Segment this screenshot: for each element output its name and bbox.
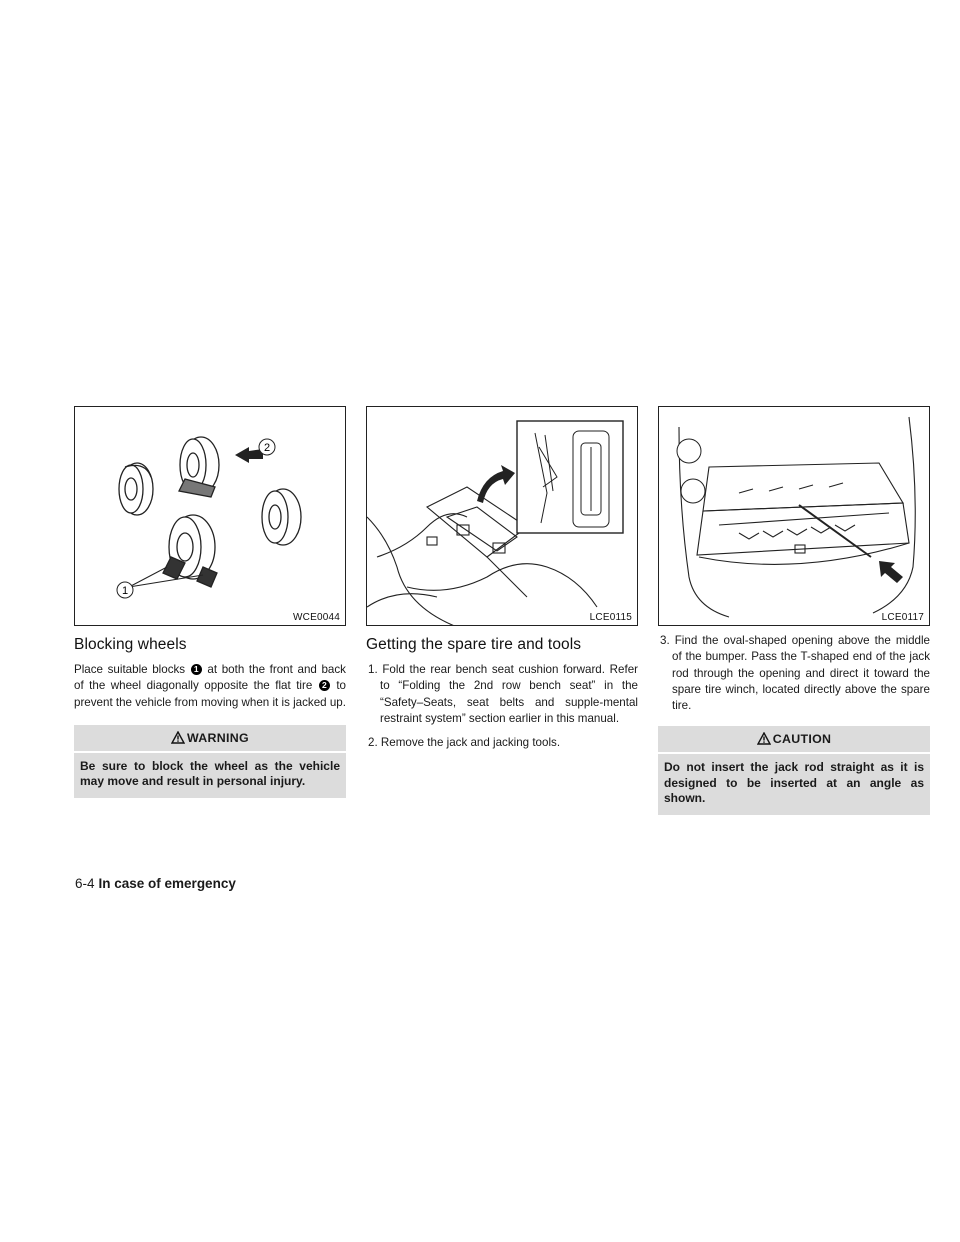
blocking-wheels-illustration — [75, 407, 346, 626]
warning-box — [74, 725, 346, 798]
blocking-wheels-paragraph: Place suitable blocks 1 at both the front and back of the wheel diagonally opposite the flat tire 2 to prevent the vehicle from moving when it is jacked up. — [74, 663, 346, 709]
jack-tools-illustration — [367, 407, 638, 626]
steps-list — [658, 633, 930, 714]
section-heading: Getting the spare tire and tools — [366, 636, 582, 653]
callout-2 — [259, 439, 275, 455]
chapter-title: In case of emergency — [98, 876, 236, 891]
page-number: 6-4 — [75, 876, 95, 891]
warning-title: WARNING — [74, 731, 346, 753]
column-blocking-wheels — [74, 636, 346, 798]
callout-1 — [117, 582, 133, 598]
figure-code: LCE0117 — [881, 612, 924, 623]
marker-2: 2 — [319, 680, 330, 691]
marker-1: 1 — [191, 664, 202, 675]
step-3: 3. Find the oval-shaped opening above the middle of the bumper. Pass the T-shaped end of the jack rod through the opening and direct it toward the spare tire winch, located directly above the spare tire. — [660, 634, 930, 713]
figure-code: LCE0115 — [589, 612, 632, 623]
column-jack-rod — [658, 633, 930, 815]
step-2: 2. Remove the jack and jacking tools. — [368, 736, 561, 750]
caution-box — [658, 726, 930, 815]
svg-text:2: 2 — [263, 442, 271, 454]
figure-code: WCE0044 — [293, 612, 340, 623]
caution-title: CAUTION — [658, 732, 930, 754]
page-footer — [75, 876, 236, 891]
steps-list — [366, 662, 638, 751]
warning-icon — [171, 731, 185, 744]
figure-jack-tools — [366, 406, 638, 626]
figure-blocking-wheels — [74, 406, 346, 626]
caution-text: Do not insert the jack rod straight as it is designed to be inserted at an angle as shown. — [664, 760, 924, 806]
jack-rod-illustration — [659, 407, 930, 626]
column-spare-tire — [366, 636, 638, 759]
warning-text: Be sure to block the wheel as the vehicle may move and result in personal injury. — [80, 758, 340, 789]
svg-text:1: 1 — [121, 585, 129, 597]
step-1: 1. Fold the rear bench seat cushion forward. Refer to “Folding the 2nd row bench seat” in the “Safety–Seats, seat belts and supple-mental restraint system” section earlier in this manual. — [368, 663, 638, 725]
figure-jack-rod — [658, 406, 930, 626]
section-heading: Blocking wheels — [74, 636, 187, 653]
caution-icon — [757, 732, 771, 745]
